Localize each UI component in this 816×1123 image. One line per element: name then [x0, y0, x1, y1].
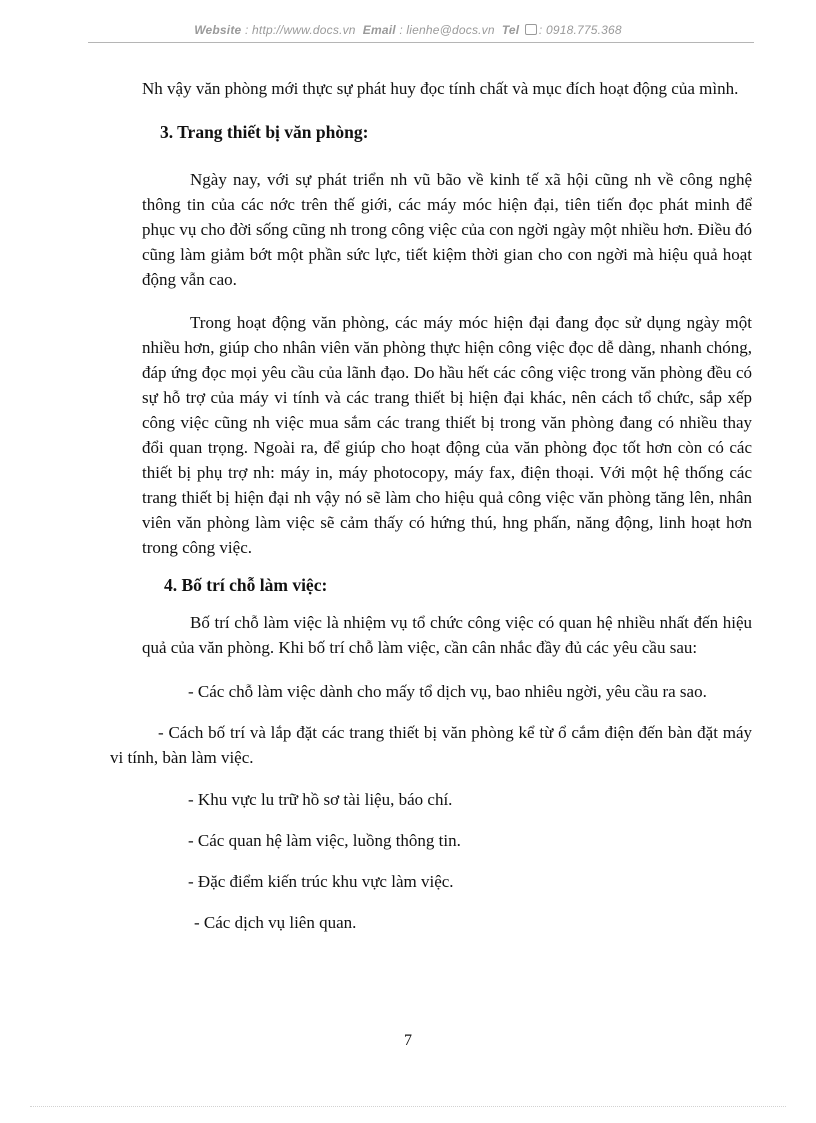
- email-label: Email: [362, 23, 396, 37]
- list-item: - Các chỗ làm việc dành cho mấy tổ dịch vụ, bao nhiêu ngời, yêu cầu ra sao.: [188, 682, 707, 701]
- website-label: Website: [194, 23, 242, 37]
- section-heading-4: 4. Bố trí chỗ làm việc:: [164, 575, 328, 595]
- document-body: [110, 76, 752, 935]
- paragraph-office-equipment: Trong hoạt động văn phòng, các máy móc hiện đại đang đọc sử dụng ngày một nhiều hơn, giúp cho nhân viên văn phòng thực hiện công việc đọc dễ dàng, nhanh chóng, đáp ứng đọc mọi yêu cầu của lãnh đạo. Do hầu hết các công việc trong văn phòng đều có sự hỗ trợ của máy vi tính và các trang thiết bị hiện đại khác, nên cách tổ chức, sắp xếp công việc cũng nh việc mua sắm các trang thiết bị trong văn phòng đang có nhiều thay đổi quan trọng. Ngoài ra, để giúp cho hoạt động của văn phòng đọc tốt hơn còn có các thiết bị phụ trợ nh: máy in, máy photocopy, máy fax, điện thoại. Với một hệ thống các trang thiết bị hiện đại nh vậy nó sẽ làm cho hiệu quả công việc văn phòng tăng lên, nhân viên văn phòng làm việc sẽ cảm thấy có hứng thú, hng phấn, năng động, linh hoạt hơn trong công việc.: [142, 313, 752, 557]
- paragraph-new-technology: Ngày nay, với sự phát triển nh vũ bão về kinh tế xã hội cũng nh về công nghệ thông tin của các nớc trên thế giới, các máy móc hiện đại, tiên tiến đọc phát minh để phục vụ cho đời sống cũng nh trong công việc của con ngời ngày một nhiều hơn. Điều đó cũng làm giảm bớt một phần sức lực, tiết kiệm thời gian cho con ngời mà hiệu quả hoạt động vẫn cao.: [142, 170, 752, 289]
- website-value: : http://www.docs.vn: [244, 23, 356, 37]
- paragraph-workplace-layout: Bố trí chỗ làm việc là nhiệm vụ tổ chức công việc có quan hệ nhiều nhất đến hiệu quả của văn phòng. Khi bố trí chỗ làm việc, cần cân nhắc đầy đủ các yêu cầu sau:: [142, 613, 752, 657]
- list-item: - Cách bố trí và lắp đặt các trang thiết bị văn phòng kể từ ổ cắm điện đến bàn đặt máy vi tính, bàn làm việc.: [110, 723, 752, 767]
- list-item: - Đặc điểm kiến trúc khu vực làm việc.: [188, 872, 454, 891]
- footer-divider: [30, 1106, 786, 1107]
- page-number: 7: [404, 1032, 412, 1049]
- email-value: : lienhe@docs.vn: [399, 23, 495, 37]
- list-item: - Các dịch vụ liên quan.: [194, 913, 357, 932]
- telephone-icon: [525, 24, 537, 35]
- list-item: - Khu vực lu trữ hồ sơ tài liệu, báo chí.: [188, 790, 453, 809]
- list-item: - Các quan hệ làm việc, luồng thông tin.: [188, 831, 461, 850]
- tel-label: Tel: [501, 23, 520, 37]
- section-heading-3: 3. Trang thiết bị văn phòng:: [160, 122, 369, 142]
- tel-value: : 0918.775.368: [538, 23, 622, 37]
- page-header: [0, 23, 816, 37]
- header-rule: [88, 42, 754, 43]
- paragraph-intro: Nh vậy văn phòng mới thực sự phát huy đọc tính chất và mục đích hoạt động của mình.: [142, 79, 739, 98]
